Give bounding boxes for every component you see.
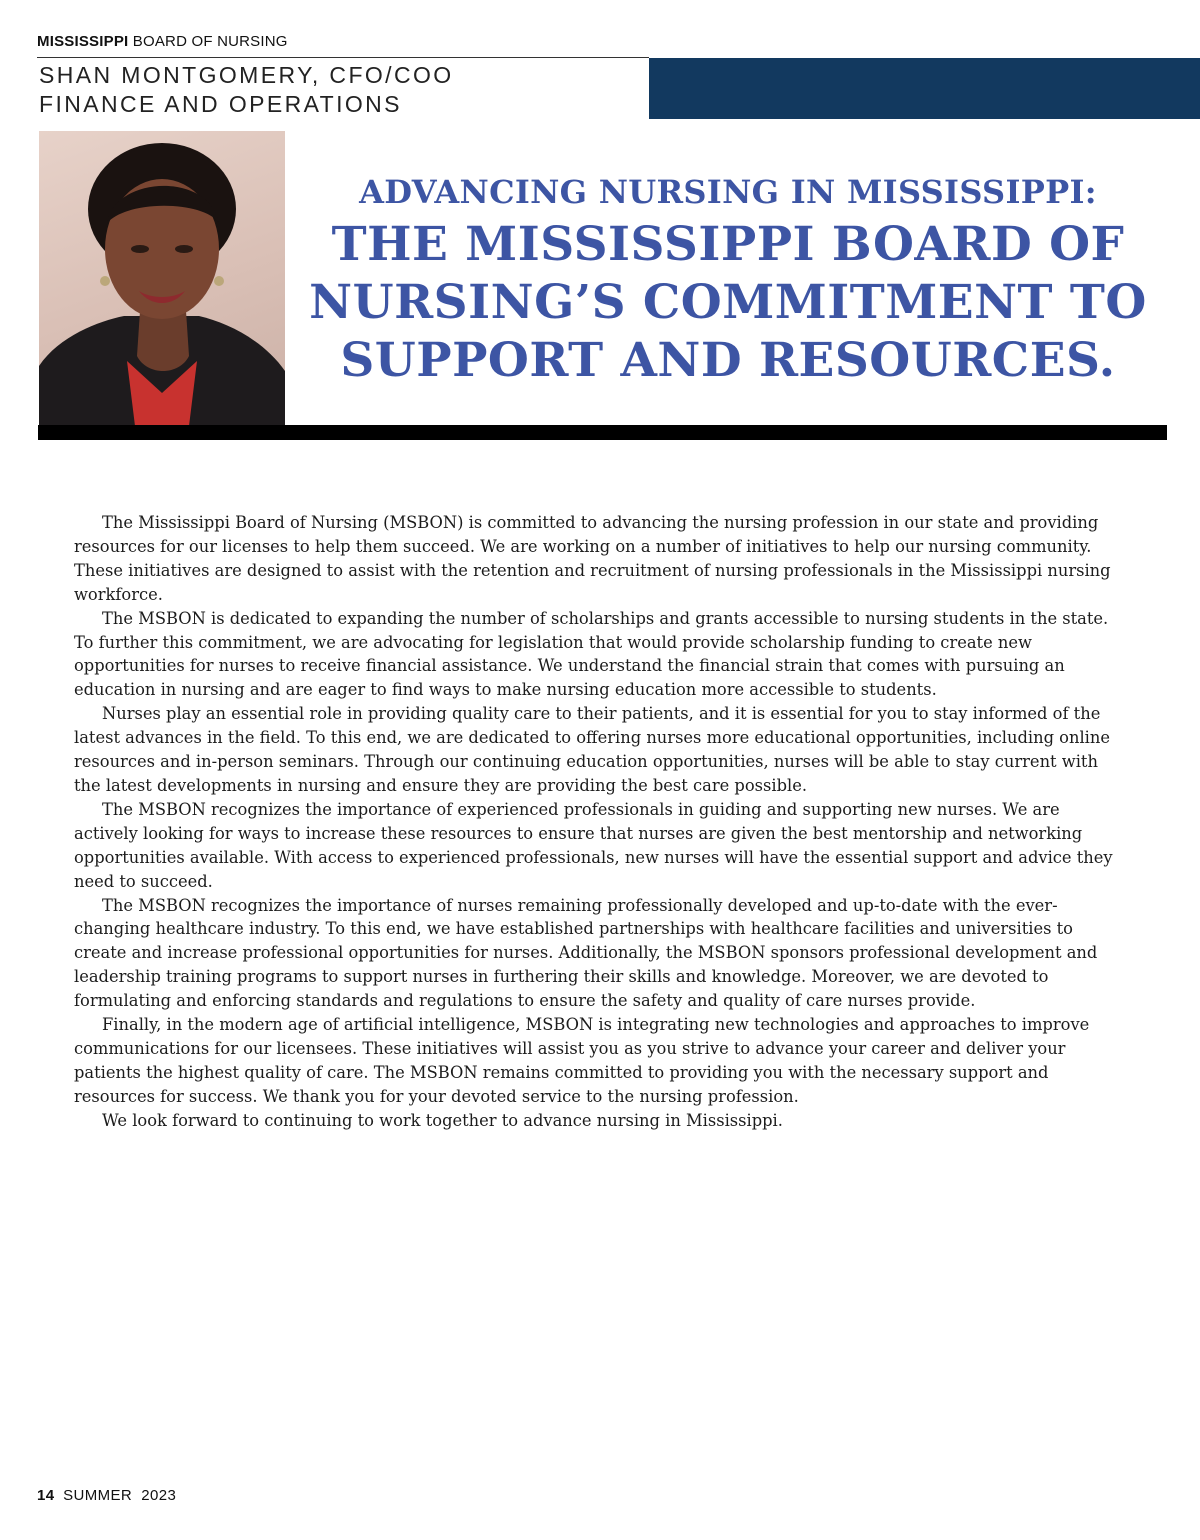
- header-rule: [37, 57, 649, 58]
- author-portrait-photo: [39, 131, 285, 426]
- headline-title-line: THE MISSISSIPPI BOARD OF: [331, 217, 1125, 272]
- publication-name-bold: MISSISSIPPI: [37, 33, 129, 50]
- article-body: [74, 511, 1122, 1133]
- article-paragraph: Finally, in the modern age of artificial intelligence, MSBON is integrating new technologies and approaches to improve communications for our licensees. These initiatives will assist you as you strive to advance your career and deliver your patients the highest quality of care. The MSBON remains committed to providing you with the necessary support and resources for success. We thank you for your devoted service to the nursing profession.: [74, 1015, 1090, 1106]
- article-headline: [300, 168, 1156, 390]
- headline-title-line: SUPPORT AND RESOURCES.: [340, 333, 1116, 388]
- author-department: FINANCE AND OPERATIONS: [39, 91, 402, 117]
- publication-name-rest: BOARD OF NURSING: [132, 33, 288, 50]
- headline-title-line: NURSING’S COMMITMENT TO: [309, 275, 1147, 330]
- portrait-illustration: [39, 131, 285, 426]
- author-name-title: SHAN MONTGOMERY, CFO/COO: [39, 62, 454, 88]
- page-footer: [37, 1487, 176, 1504]
- article-paragraph: We look forward to continuing to work together to advance nursing in Mississippi.: [102, 1110, 783, 1130]
- article-paragraph: The Mississippi Board of Nursing (MSBON) is committed to advancing the nursing profession in our state and providing resources for our licenses to help them succeed. We are working on a number of initiatives to help our nursing community. These initiatives are designed to assist with the retention and recruitment of nursing professionals in the Mississippi nursing workforce.: [74, 513, 1111, 604]
- article-paragraph: The MSBON recognizes the importance of nurses remaining professionally developed and up-to-date with the ever-changing healthcare industry. To this end, we have established partnerships with healthcare facilities and universities to create and increase professional opportunities for nurses. Additionally, the MSBON sponsors professional development and leadership training programs to support nurses in furthering their skills and knowledge. Moreover, we are devoted to formulating and enforcing standards and regulations to ensure the safety and quality of care nurses provide.: [74, 895, 1098, 1011]
- navy-header-band: [649, 58, 1200, 119]
- headline-kicker: ADVANCING NURSING IN MISSISSIPPI:: [359, 173, 1097, 211]
- article-paragraph: The MSBON is dedicated to expanding the number of scholarships and grants accessible to nursing students in the state. To further this commitment, we are advocating for legislation that would provide scholarship funding to create new opportunities for nurses to receive financial assistance. We understand the financial strain that comes with pursuing an education in nursing and are eager to find ways to make nursing education more accessible to students.: [74, 608, 1109, 700]
- article-paragraph: Nurses play an essential role in providing quality care to their patients, and it is essential for you to stay informed of the latest advances in the field. To this end, we are dedicated to offering nurses more educational opportunities, including online resources and in-person seminars. Through our continuing education opportunities, nurses will be able to stay current with the latest developments in nursing and ensure they are providing the best care possible.: [74, 704, 1111, 795]
- issue-label: SUMMER 2023: [63, 1487, 177, 1504]
- article-paragraph: The MSBON recognizes the importance of experienced professionals in guiding and supporting new nurses. We are actively looking for ways to increase these resources to ensure that nurses are given the best mentorship and networking opportunities available. With access to experienced professionals, new nurses will have the essential support and advice they need to succeed.: [74, 799, 1113, 891]
- headline-divider-bar: [38, 425, 1167, 440]
- publication-masthead: [37, 33, 288, 50]
- author-block: [39, 61, 454, 119]
- page-number: 14: [37, 1487, 55, 1504]
